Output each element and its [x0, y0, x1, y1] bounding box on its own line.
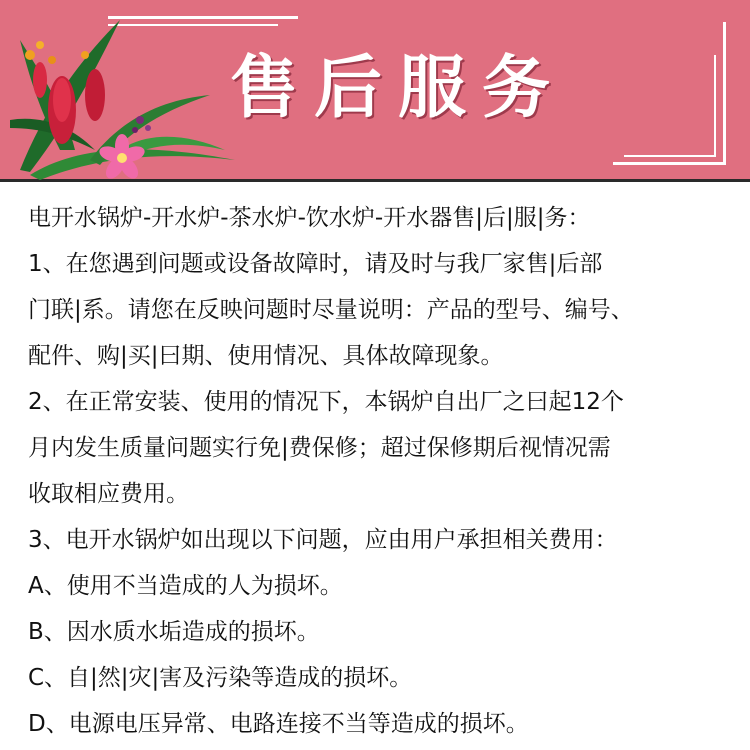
frame-corner-bottom-right-inner	[624, 55, 716, 157]
text-line: 收取相应费用。	[28, 481, 189, 507]
service-text	[28, 195, 740, 747]
text-line: 1、在您遇到问题或设备故障时，请及时与我厂家售|后部	[28, 251, 603, 277]
text-line: B、因水质水垢造成的损坏。	[28, 619, 320, 645]
text-line: D、电源电压异常、电路连接不当等造成的损坏。	[28, 711, 529, 737]
text-line: C、自|然|灾|害及污染等造成的损坏。	[28, 665, 413, 691]
text-line: 配件、购|买|曰期、使用情况、具体故障现象。	[28, 343, 504, 369]
text-line: 月内发生质量问题实行免|费保修；超过保修期后视情况需	[28, 435, 611, 461]
page-title: 售后服务	[230, 48, 567, 128]
header-banner	[0, 0, 750, 182]
tropical-flower-icon	[0, 0, 240, 182]
text-line: 电开水锅炉-开水炉-茶水炉-饮水炉-开水器售|后|服|务：	[28, 205, 591, 231]
text-line: 门联|系。请您在反映问题时尽量说明：产品的型号、编号、	[28, 297, 634, 323]
text-line: 3、电开水锅炉如出现以下问题，应由用户承担相关费用：	[28, 527, 618, 553]
text-line: 2、在正常安装、使用的情况下，本锅炉自出厂之曰起12个	[28, 389, 624, 415]
text-line: A、使用不当造成的人为损坏。	[28, 573, 343, 599]
